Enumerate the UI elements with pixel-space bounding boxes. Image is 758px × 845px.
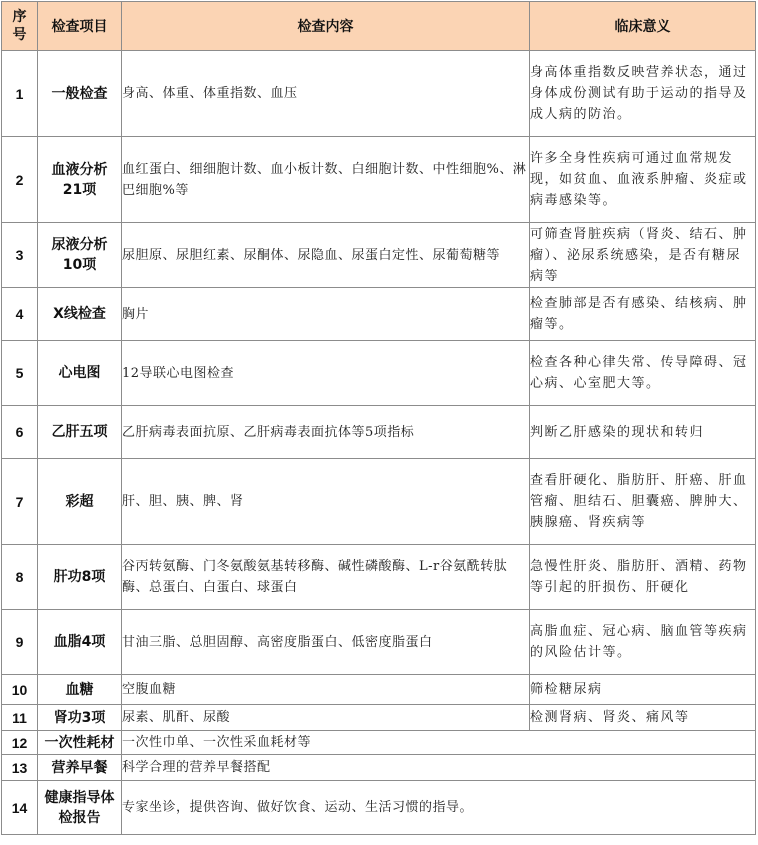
row-content: 甘油三脂、总胆固醇、高密度脂蛋白、低密度脂蛋白: [122, 610, 530, 675]
row-item: 乙肝五项: [38, 406, 122, 459]
row-meaning: 可筛查肾脏疾病（肾炎、结石、肿瘤）、泌尿系统感染，是否有糖尿病等: [530, 223, 756, 288]
row-no: 5: [2, 341, 38, 406]
row-item: 血糖: [38, 675, 122, 705]
row-item: 尿液分析10项: [38, 223, 122, 288]
row-no: 10: [2, 675, 38, 705]
row-content: 空腹血糖: [122, 675, 530, 705]
row-meaning: 检查各种心律失常、传导障碍、冠心病、心室肥大等。: [530, 341, 756, 406]
row-content: 尿胆原、尿胆红素、尿酮体、尿隐血、尿蛋白定性、尿葡萄糖等: [122, 223, 530, 288]
row-no: 8: [2, 545, 38, 610]
table-row: [2, 459, 756, 545]
table-row: [2, 731, 756, 755]
row-no: 3: [2, 223, 38, 288]
exam-items-table: [1, 1, 756, 835]
row-meaning: 许多全身性疾病可通过血常规发现，如贫血、血液系肿瘤、炎症或病毒感染等。: [530, 137, 756, 223]
row-item: 彩超: [38, 459, 122, 545]
table-row: [2, 755, 756, 781]
row-meaning: 高脂血症、冠心病、脑血管等疾病的风险估计等。: [530, 610, 756, 675]
row-content: 乙肝病毒表面抗原、乙肝病毒表面抗体等5项指标: [122, 406, 530, 459]
row-item: 一次性耗材: [38, 731, 122, 755]
table-row: [2, 223, 756, 288]
table-header-row: [2, 2, 756, 51]
row-no: 11: [2, 705, 38, 731]
row-item: 肾功3项: [38, 705, 122, 731]
row-item: 健康指导体检报告: [38, 781, 122, 835]
row-meaning: 判断乙肝感染的现状和转归: [530, 406, 756, 459]
header-content: 检查内容: [122, 2, 530, 51]
row-item: 血脂4项: [38, 610, 122, 675]
row-item: 心电图: [38, 341, 122, 406]
row-meaning: 急慢性肝炎、脂肪肝、酒精、药物等引起的肝损伤、肝硬化: [530, 545, 756, 610]
row-content: 血红蛋白、细细胞计数、血小板计数、白细胞计数、中性细胞%、淋巴细胞%等: [122, 137, 530, 223]
row-item: X线检查: [38, 288, 122, 341]
row-content: 专家坐诊，提供咨询、做好饮食、运动、生活习惯的指导。: [122, 781, 756, 835]
row-no: 7: [2, 459, 38, 545]
row-content: 身高、体重、体重指数、血压: [122, 51, 530, 137]
row-content: 谷丙转氨酶、门冬氨酸氨基转移酶、碱性磷酸酶、L-r谷氨酰转肽酶、总蛋白、白蛋白、球蛋白: [122, 545, 530, 610]
row-content: 一次性巾单、一次性采血耗材等: [122, 731, 756, 755]
row-item: 一般检查: [38, 51, 122, 137]
row-content: 胸片: [122, 288, 530, 341]
header-no: 序号: [2, 2, 38, 51]
row-content: 科学合理的营养早餐搭配: [122, 755, 756, 781]
row-no: 1: [2, 51, 38, 137]
row-item: 营养早餐: [38, 755, 122, 781]
row-meaning: 查看肝硬化、脂肪肝、肝癌、肝血管瘤、胆结石、胆囊癌、脾肿大、胰腺癌、肾疾病等: [530, 459, 756, 545]
row-meaning: 筛检糖尿病: [530, 675, 756, 705]
table-row: [2, 406, 756, 459]
table-row: [2, 288, 756, 341]
header-item: 检查项目: [38, 2, 122, 51]
row-meaning: 检测肾病、肾炎、痛风等: [530, 705, 756, 731]
header-meaning: 临床意义: [530, 2, 756, 51]
row-no: 14: [2, 781, 38, 835]
row-meaning: 身高体重指数反映营养状态，通过身体成份测试有助于运动的指导及成人病的防治。: [530, 51, 756, 137]
row-no: 6: [2, 406, 38, 459]
table-row: [2, 675, 756, 705]
row-no: 2: [2, 137, 38, 223]
table-row: [2, 341, 756, 406]
table-row: [2, 610, 756, 675]
row-meaning: 检查肺部是否有感染、结核病、肿瘤等。: [530, 288, 756, 341]
table-row: [2, 705, 756, 731]
row-no: 4: [2, 288, 38, 341]
table-row: [2, 137, 756, 223]
table-row: [2, 781, 756, 835]
table-row: [2, 545, 756, 610]
row-content: 肝、胆、胰、脾、肾: [122, 459, 530, 545]
row-no: 13: [2, 755, 38, 781]
row-item: 肝功8项: [38, 545, 122, 610]
row-no: 12: [2, 731, 38, 755]
row-item: 血液分析21项: [38, 137, 122, 223]
table-row: [2, 51, 756, 137]
row-content: 12导联心电图检查: [122, 341, 530, 406]
row-content: 尿素、肌酐、尿酸: [122, 705, 530, 731]
row-no: 9: [2, 610, 38, 675]
